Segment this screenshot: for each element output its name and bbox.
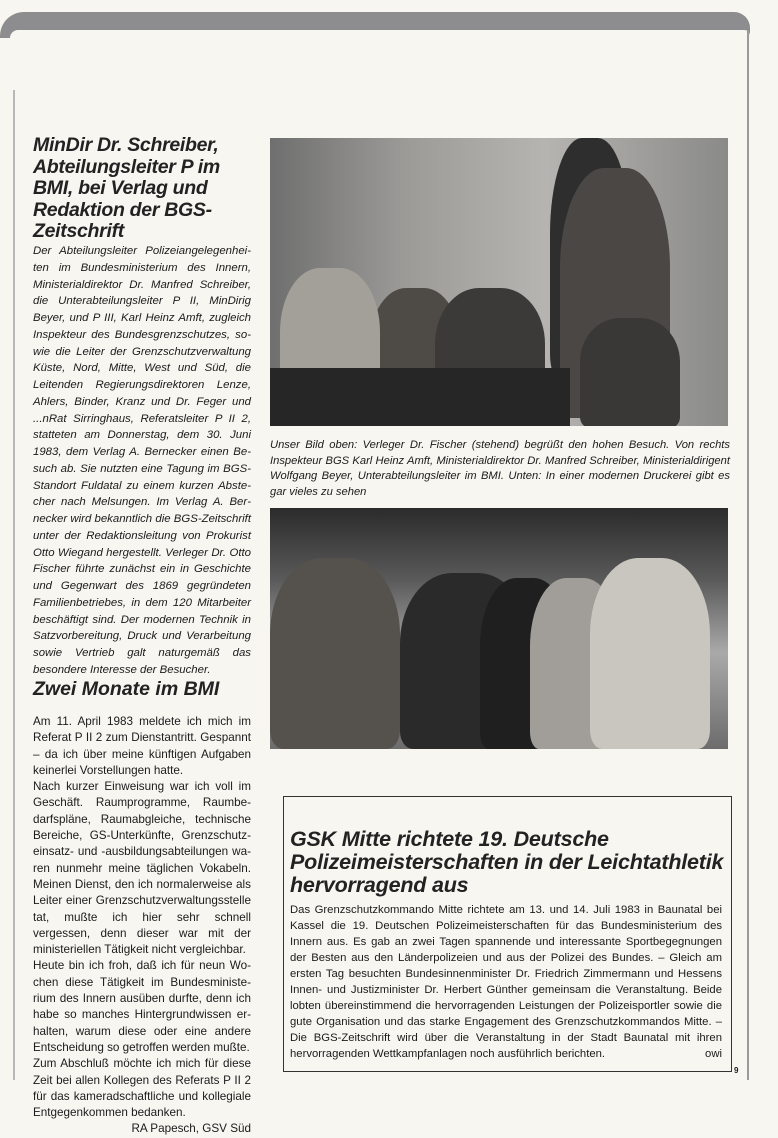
photo-print-shop [270,508,728,749]
photo-meeting [270,138,728,426]
article3-title: GSK Mitte richtete 19. Deutsche Polizeimeisterschaften in der Leichtathletik hervorragend aus [290,827,724,897]
article2-title: Zwei Monate im BMI [33,678,220,700]
page-number: 9 [734,1066,739,1075]
page-border-left [13,90,15,1080]
header-bar-inner [10,30,750,38]
article3-body [290,902,722,1062]
article2-paragraph: Am 11. April 1983 meldete ich mich im Referat P II 2 zum Dienstantritt. Gespannt – da ich über meine künftigen Aufgaben keinerlei Vorstellungen hatte. [33,715,251,777]
article2-signature: RA Papesch, GSV Süd [131,1122,251,1136]
article1-title: MinDir Dr. Schreiber, Abteilungsleiter P im BMI, bei Verlag und Redaktion der BGS-Zeitschrift [33,134,220,242]
article1-intro: Der Abteilungsleiter Polizeiangelegenheiten im Bundesministerium des Innern, Ministerialdirektor Dr. Manfred Schreiber, die Unterabteilungsleiter P II, MinDirig Beyer, und P III, Karl Heinz Amft, zugleich Inspekteur des Bundesgrenzschutzes, sowie die Leiter der Grenzschutzverwaltung Küste, Nord, Mitte, West und Süd, die Leitenden Regierungsdirektoren Lenze, Ahlers, Binder, Kranz und Dr. Feger und ...nRat Sirringhaus, Referatsleiter P II 2, statteten am Donnerstag, dem 30. Juni 1983, dem Verlag A. Bernecker einen Besuch ab. Sie nutzten eine Tagung im BGS-Standort Fuldatal zu einem kurzen Abstecher nach Melsungen. Im Verlag A. Bernecker wird bekanntlich die BGS-Zeitschrift unter der Redaktionsleitung von Prokurist Otto Wiegand hergestellt. Verleger Dr. Otto Fischer führte zunächst ein in Geschichte und Gegenwart des 1869 gegründeten Familienbetriebes, in dem 120 Mitarbeiter beschäftigt sind. Der modernen Technik in Satzvorbereitung, Druck und Verarbeitung sowie Vertrieb galt naturgemäß das besondere Interesse der Besucher. [33,245,251,676]
article3-author: owi [705,1048,722,1060]
photo-caption: Unser Bild oben: Verleger Dr. Fischer (stehend) begrüßt den hohen Besuch. Von rechts Inspekteur BGS Karl Heinz Amft, Ministerialdirektor Dr. Manfred Schreiber, Ministerialdirigent Wolfgang Beyer, Unterabteilungsleiter im BMI. Unten: In einer modernen Druckerei gibt es gar vieles zu sehen [270,439,730,498]
article2-paragraph: Zum Abschluß möchte ich mich für diese Zeit bei allen Kollegen des Referats P II 2 für das kameradschaftliche und kollegiale Entgegenkommen bedanken. [33,1057,251,1120]
article2-body [33,714,251,1138]
page-border-right [747,30,749,1080]
article2-paragraph: Heute bin ich froh, daß ich für neun Wochen diese Tätigkeit im Bundesministerium des Innern ausüben durfte, denn ich habe so manches Hintergrundwissen erhalten, warum diese oder eine andere Entscheidung so getroffen werden mußte. [33,959,251,1054]
article3-body-text: Das Grenzschutzkommando Mitte richtete am 13. und 14. Juli 1983 in Baunatal bei Kassel die 19. Deutschen Polizeimeisterschaften für das Bundesministerium des Innern aus. Es gab an zwei Tagen spannende und interessante Sportbegegnungen der Besten aus den Länderpolizeien und aus der Polizei des Bundes. – Gleich am ersten Tag besuchten Bundesinnenminister Dr. Friedrich Zimmermann und Hessens Innen- und Justizminister Dr. Herbert Günther gemeinsam die Veranstaltung. Beide lobten übereinstimmend die hervorragenden Leistungen der Polizeisportler sowie die gute Organisation und das starke Engagement des Grenzschutzkommandos Mitte. – Die BGS-Zeitschrift wird über die Veranstaltung in der Stadt Baunatal mit ihren hervorragenden Wettkampfanlagen noch ausführlich berichten. [290,904,722,1060]
article2-paragraph: Nach kurzer Einweisung war ich voll im Geschäft. Raumprogramme, Raumbedarfspläne, Raumabgleiche, technische Bereiche, GS-Unterkünfte, Grenzschutzeinsatz- und -ausbildungsabteilungen waren nunmehr meine täglichen Vokabeln. Meinen Dienst, den ich normalerweise als Leiter einer Grenzschutzverwaltungsstelle tat, mußte ich hier sehr schnell vergessen, denn dieser war mit der ministeriellen Tätigkeit nicht vergleichbar. [33,780,251,957]
